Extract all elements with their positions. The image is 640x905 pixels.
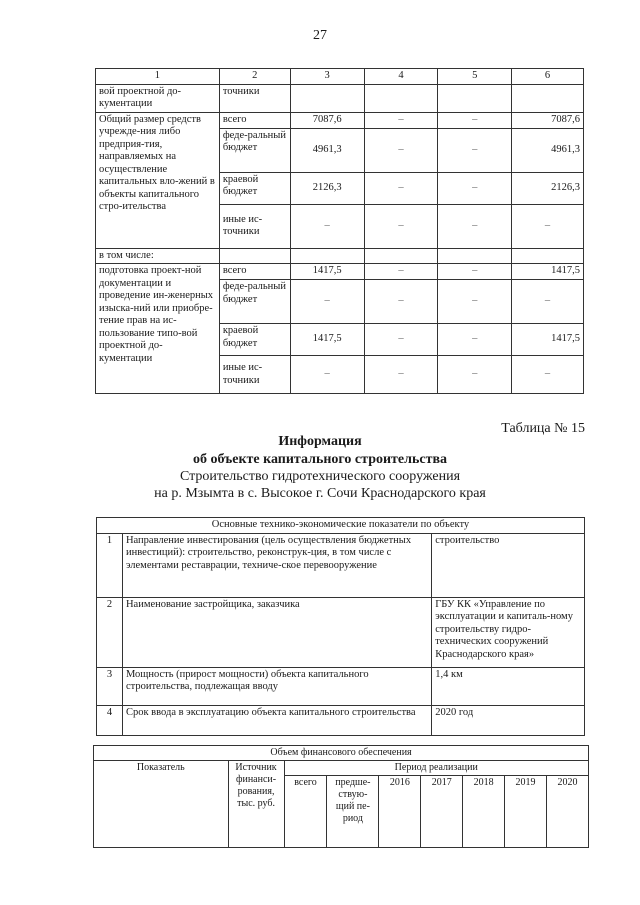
col-6: 6 [512, 69, 584, 85]
value-cell: – [438, 264, 512, 280]
source-cell: иные ис-точники [219, 204, 290, 248]
value-cell: 2126,3 [512, 172, 584, 204]
source-cell: всего [219, 112, 290, 128]
section-title: Информация [278, 434, 362, 449]
page-number: 27 [313, 28, 327, 43]
value-cell: – [438, 172, 512, 204]
col-year: 2020 [547, 776, 589, 848]
value-cell: – [512, 280, 584, 324]
value-cell: – [290, 204, 364, 248]
value-cell: – [438, 324, 512, 356]
source-cell: иные ис-точники [219, 356, 290, 394]
value-cell: – [364, 172, 438, 204]
col-5: 5 [438, 69, 512, 85]
indicator-name: Мощность (прирост мощности) объекта капитального строительства, подлежащая вводу [122, 667, 431, 705]
table-header-row [97, 518, 585, 534]
financing-volume-table [93, 745, 589, 848]
group-label: подготовка проект-ной документации и проведение ин-женерных изыска-ний или приобре-тение прав на ис-пользование типо-вой проектной до-кументации [96, 264, 220, 394]
value-cell: 1417,5 [512, 324, 584, 356]
value-cell: 2126,3 [290, 172, 364, 204]
row-number: 4 [97, 705, 123, 735]
value-cell: – [438, 112, 512, 128]
table-row [96, 264, 584, 280]
object-name: Строительство гидротехнического сооружения [179, 469, 461, 484]
source-cell: всего [219, 264, 290, 280]
source-cell: феде-ральный бюджет [219, 280, 290, 324]
value-cell: – [364, 112, 438, 128]
col-3: 3 [290, 69, 364, 85]
col-year: 2017 [421, 776, 463, 848]
row-number: 1 [97, 533, 123, 597]
source-cell: феде-ральный бюджет [219, 128, 290, 172]
value-cell: 4961,3 [290, 128, 364, 172]
source-cell: краевой бюджет [219, 172, 290, 204]
table-row [96, 84, 584, 112]
value-cell: – [512, 204, 584, 248]
table-header: Объем финансового обеспечения [94, 746, 589, 761]
col-source: Источник финанси-рования, тыс. руб. [228, 761, 284, 848]
indicator-value: 2020 год [432, 705, 585, 735]
value-cell: – [364, 128, 438, 172]
value-cell: – [438, 204, 512, 248]
source-cell: краевой бюджет [219, 324, 290, 356]
indicator-name: Наименование застройщика, заказчика [122, 597, 431, 667]
col-year: 2018 [463, 776, 505, 848]
indicator-name: Срок ввода в эксплуатацию объекта капитального строительства [122, 705, 431, 735]
row-number: 3 [97, 667, 123, 705]
table-header-row [94, 746, 589, 761]
group-label: Общий размер средств учрежде-ния либо предприя-тия, направляемых на осуществление капитальных вло-жений в объекты капитального стро-ительства [96, 112, 220, 248]
table-row [97, 533, 585, 597]
technical-indicators-table [96, 517, 585, 736]
value-cell: 1417,5 [512, 264, 584, 280]
value-cell: 7087,6 [290, 112, 364, 128]
row-number: 2 [97, 597, 123, 667]
table-row [96, 248, 584, 264]
table-header-row [94, 761, 589, 776]
value-cell: 4961,3 [512, 128, 584, 172]
table-header: Основные технико-экономические показатели по объекту [97, 518, 585, 534]
value-cell: – [438, 280, 512, 324]
indicator-value: 1,4 км [432, 667, 585, 705]
value-cell: – [512, 356, 584, 394]
col-1: 1 [96, 69, 220, 85]
value-cell: – [290, 356, 364, 394]
col-year: 2019 [505, 776, 547, 848]
indicator-value: ГБУ КК «Управление по эксплуатации и капиталь-ному строительству гидро-технических сооружений Краснодарского края» [432, 597, 585, 667]
col-4: 4 [364, 69, 438, 85]
financing-table-continued [95, 68, 584, 394]
table-row [97, 667, 585, 705]
value-cell: – [364, 280, 438, 324]
value-cell: – [364, 356, 438, 394]
object-location: на р. Мзымта в с. Высокое г. Сочи Краснодарского края [154, 486, 486, 501]
row-label: вой проектной до-кументации [96, 84, 220, 112]
table-row [96, 112, 584, 128]
value-cell: – [438, 128, 512, 172]
col-year: 2016 [379, 776, 421, 848]
value-cell: – [364, 324, 438, 356]
col-period: Период реализации [284, 761, 588, 776]
value-cell: 1417,5 [290, 264, 364, 280]
col-total: всего [284, 776, 327, 848]
indicator-name: Направление инвестирования (цель осуществления бюджетных инвестиций): строительство, реконструк-ция, в том числе с элементами реставрации, техниче-ское перевооружение [122, 533, 431, 597]
table-header-row [96, 69, 584, 85]
col-indicator: Показатель [94, 761, 229, 848]
table-caption: Таблица № 15 [501, 421, 585, 436]
value-cell: – [438, 356, 512, 394]
col-previous-period: предше-ствую-щий пе-риод [327, 776, 379, 848]
table-row [97, 597, 585, 667]
value-cell: – [364, 204, 438, 248]
value-cell: – [364, 264, 438, 280]
indicator-value: строительство [432, 533, 585, 597]
value-cell: – [290, 280, 364, 324]
value-cell: 7087,6 [512, 112, 584, 128]
col-2: 2 [219, 69, 290, 85]
incl-label: в том числе: [96, 248, 220, 264]
table-row [97, 705, 585, 735]
source-cell: точники [219, 84, 290, 112]
value-cell: 1417,5 [290, 324, 364, 356]
section-subtitle: об объекте капитального строительства [192, 452, 448, 467]
